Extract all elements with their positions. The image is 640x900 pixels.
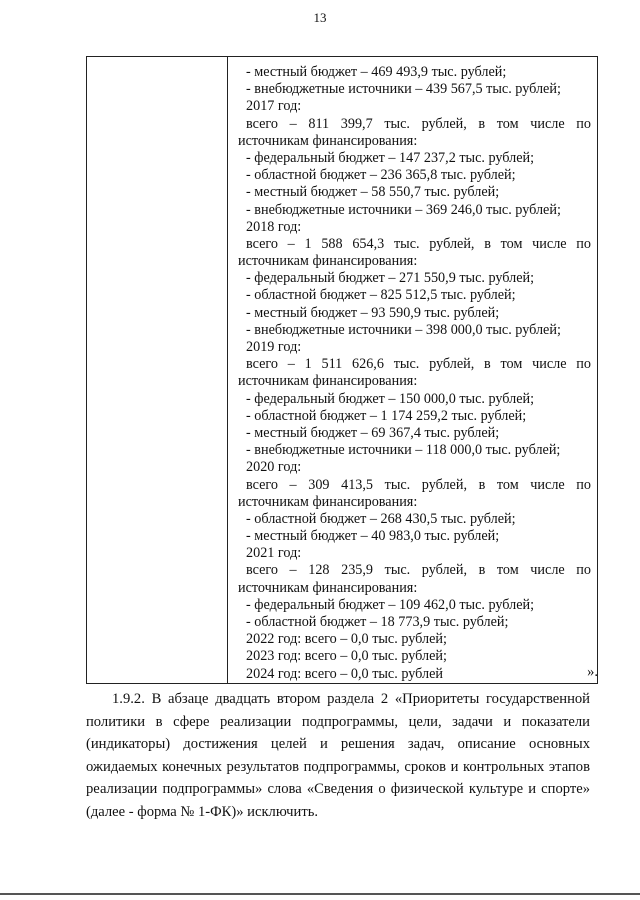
financing-line: всего – 128 235,9 тыс. рублей, в том числе по (246, 562, 591, 579)
financing-line: 2018 год: (246, 218, 302, 235)
financing-line: 2021 год: (246, 545, 302, 562)
financing-line: - областной бюджет – 825 512,5 тыс. рублей; (246, 287, 516, 304)
financing-line: источникам финансирования: (238, 493, 418, 510)
financing-line: источникам финансирования: (238, 579, 418, 596)
financing-line: - федеральный бюджет – 271 550,9 тыс. рублей; (246, 270, 535, 287)
financing-line: - областной бюджет – 236 365,8 тыс. рублей; (246, 167, 516, 184)
financing-line: 2019 год: (246, 339, 302, 355)
financing-line: всего – 1 588 654,3 тыс. рублей, в том числе по (246, 235, 591, 252)
financing-line: - местный бюджет – 40 983,0 тыс. рублей; (246, 528, 500, 545)
financing-line: - областной бюджет – 268 430,5 тыс. рублей; (246, 510, 516, 527)
financing-line: 2020 год: (246, 459, 302, 476)
table-right-cell (228, 57, 598, 684)
amendment-paragraph: 1.9.2. В абзаце двадцать втором раздела 2 «Приоритеты государственной политики в сфере реализации подпрограммы, цели, задачи и показатели (индикаторы) достижения целей и решения задач, описание основных ожидаемых конечных результатов подпрограммы, сроков и контрольных этапов реализации подпрограммы» слова «Сведения о физической культуре и спорте» (далее - форма № 1-ФК)» исключить. (86, 691, 590, 820)
financing-line: - местный бюджет – 469 493,9 тыс. рублей; (246, 64, 507, 80)
financing-line: - внебюджетные источники – 398 000,0 тыс. рублей; (246, 321, 561, 338)
financing-line: всего – 811 399,7 тыс. рублей, в том числе по (246, 115, 591, 132)
financing-line: источникам финансирования: (238, 373, 418, 390)
financing-line: всего – 309 413,5 тыс. рублей, в том числе по (246, 476, 591, 493)
financing-table (86, 56, 598, 684)
financing-line: 2022 год: всего – 0,0 тыс. рублей; (246, 631, 447, 648)
table-left-cell (87, 57, 228, 684)
page-number: 13 (313, 10, 327, 25)
financing-line: 2023 год: всего – 0,0 тыс. рублей; (246, 648, 447, 665)
financing-line: источникам финансирования: (238, 132, 418, 149)
financing-line: - внебюджетные источники – 118 000,0 тыс. рублей; (246, 442, 561, 459)
financing-line: - федеральный бюджет – 150 000,0 тыс. рублей; (246, 390, 535, 407)
financing-line: - областной бюджет – 1 174 259,2 тыс. рублей; (246, 407, 527, 424)
financing-line: - областной бюджет – 18 773,9 тыс. рублей; (246, 614, 509, 630)
financing-line: - внебюджетные источники – 439 567,5 тыс. рублей; (246, 81, 561, 98)
financing-line: 2017 год: (246, 98, 302, 115)
financing-line: - федеральный бюджет – 147 237,2 тыс. рублей; (246, 149, 535, 166)
page-bottom-edge (0, 893, 640, 895)
financing-line: - внебюджетные источники – 369 246,0 тыс. рублей; (246, 201, 561, 218)
financing-line: - федеральный бюджет – 109 462,0 тыс. рублей; (246, 596, 535, 613)
financing-line: источникам финансирования: (238, 253, 418, 270)
financing-line: - местный бюджет – 58 550,7 тыс. рублей; (246, 184, 500, 201)
financing-line: - местный бюджет – 93 590,9 тыс. рублей; (246, 304, 500, 321)
financing-line: 2024 год: всего – 0,0 тыс. рублей (246, 665, 443, 682)
financing-lines (228, 57, 597, 683)
financing-line: всего – 1 511 626,6 тыс. рублей, в том числе по (246, 356, 591, 373)
financing-line: - местный бюджет – 69 367,4 тыс. рублей; (246, 424, 500, 441)
closing-quote: ». (587, 664, 598, 680)
